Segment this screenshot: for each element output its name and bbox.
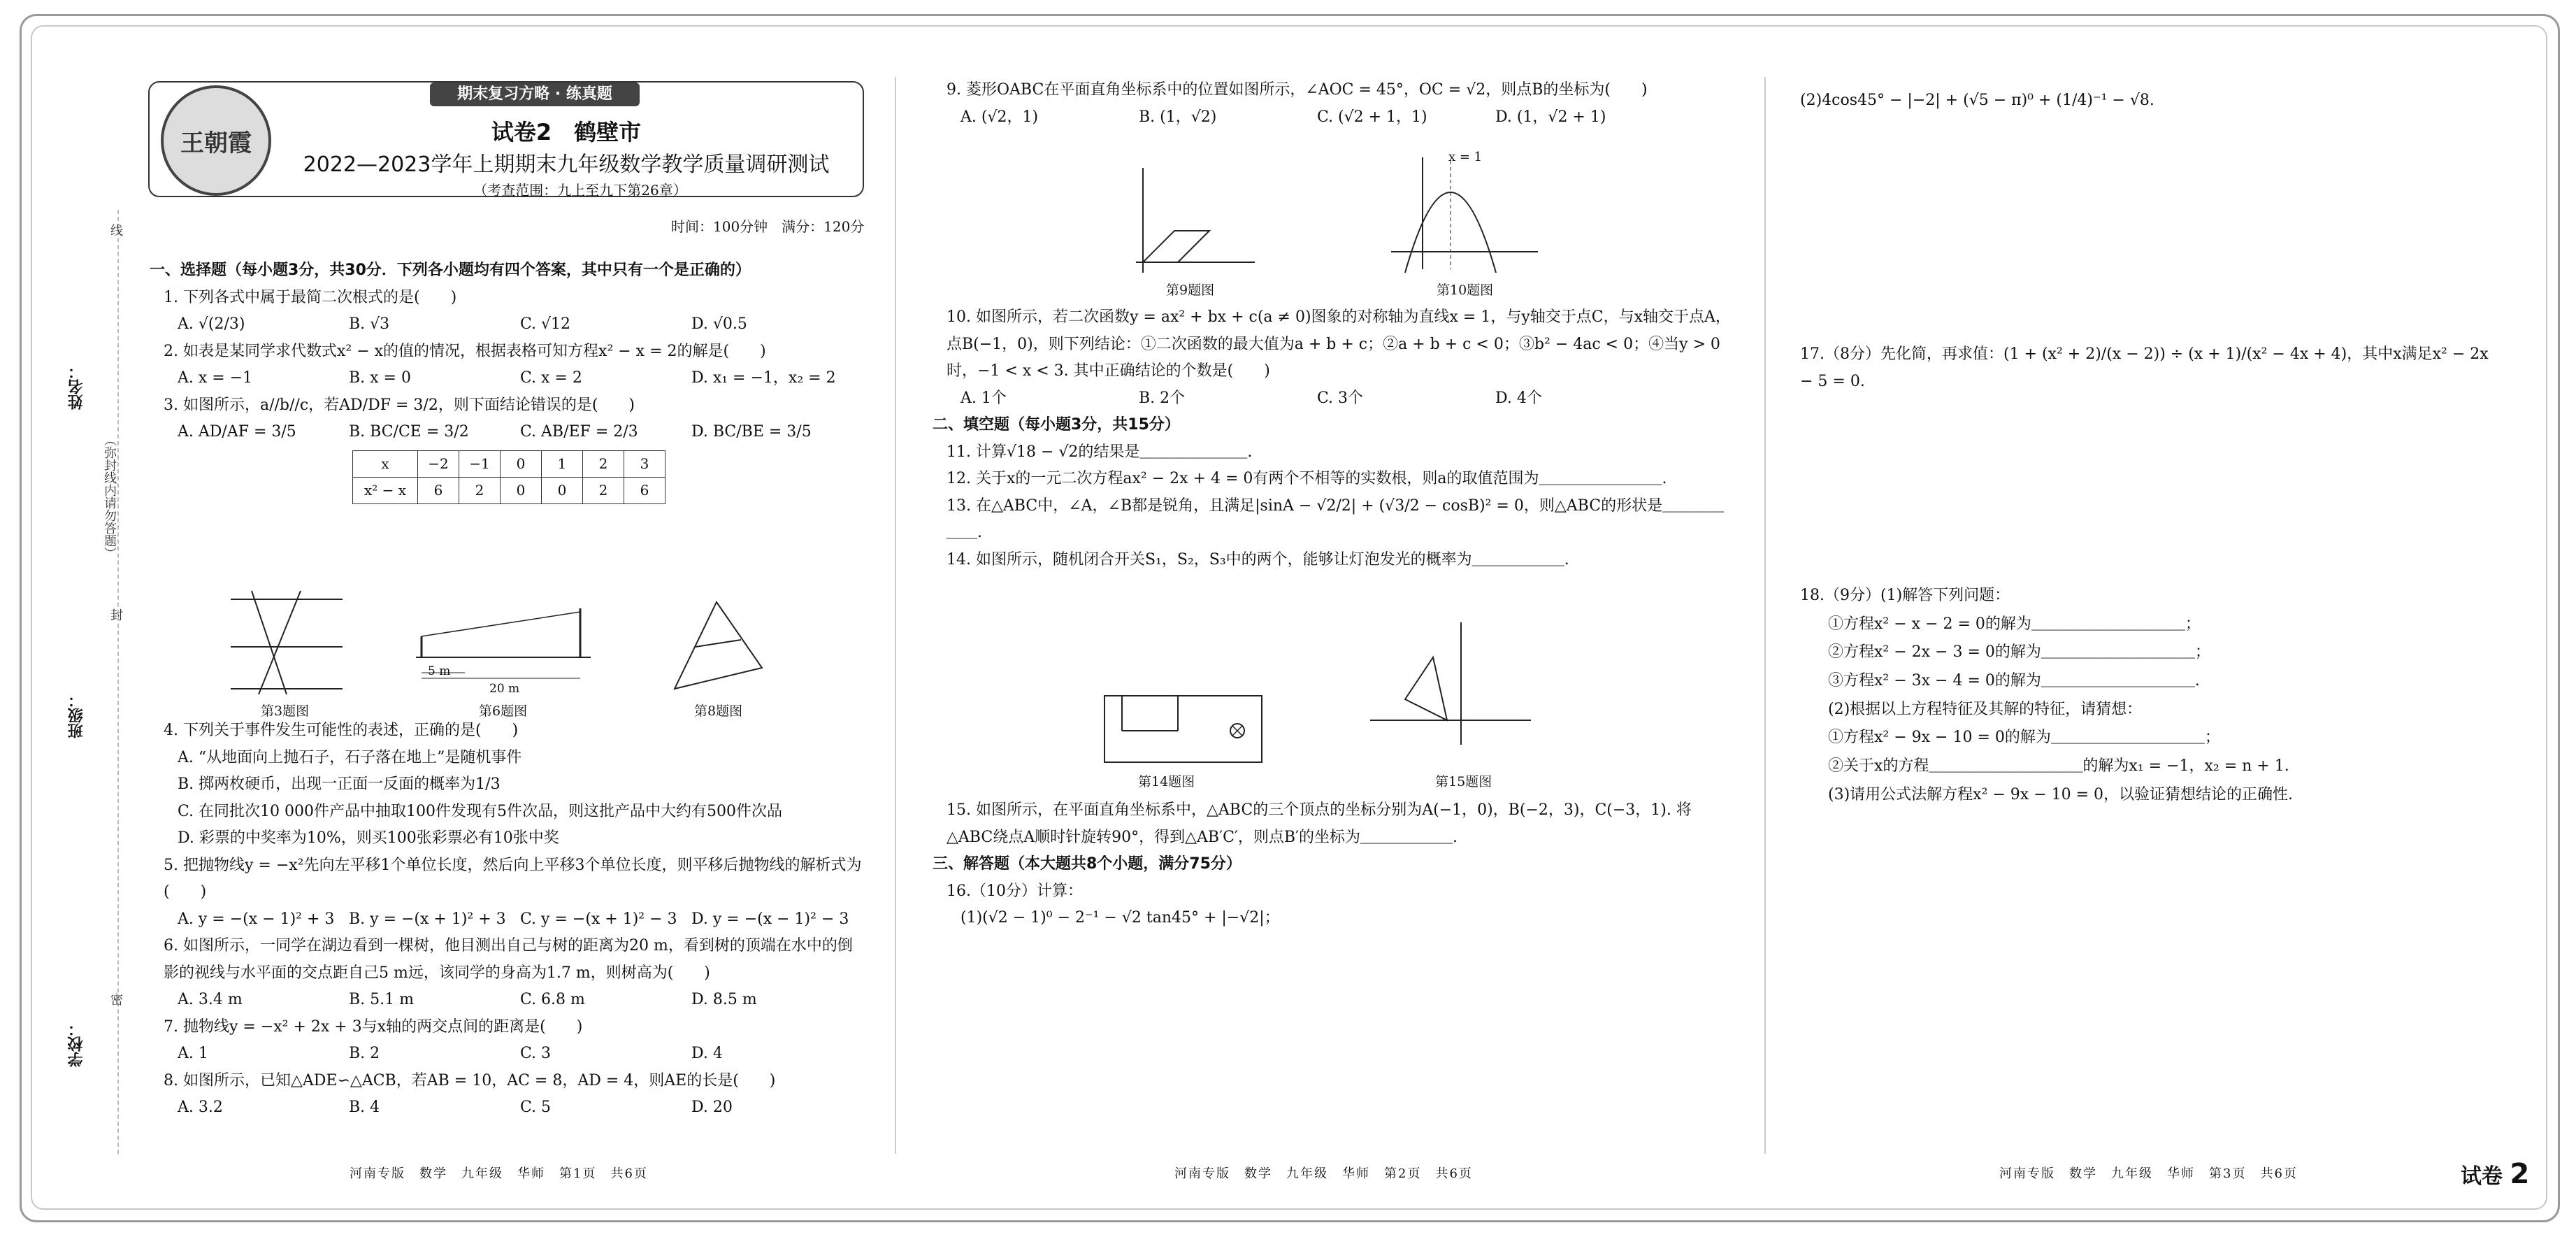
caption-q8: 第8题图 (694, 703, 743, 719)
column-3 (1800, 87, 2499, 115)
options-row (150, 987, 863, 1014)
option-d: D. 20 (691, 1099, 733, 1116)
column-3-b (1800, 341, 2499, 395)
option-c: C. y = −(x + 1)² − 3 (520, 910, 677, 928)
paper-number (2461, 1158, 2529, 1190)
question-q16a: (1)(√2 − 1)⁰ − 2⁻¹ − √2 tan45° + |−√2|； (960, 909, 1280, 927)
figure-q10 (1391, 154, 1545, 273)
question-q4b: B. 掷两枚硬币，出现一正面一反面的概率为1/3 (178, 775, 501, 793)
q18-1: ①方程x² − x − 2 = 0的解为＿＿＿＿＿＿＿＿＿＿； (1828, 615, 2201, 633)
section-heading: 一、选择题（每小题3分，共30分．下列各小题均有四个答案，其中只有一个是正确的） (150, 262, 751, 279)
figure-q14 (1101, 689, 1269, 766)
exam-title: 2022—2023学年上期期末九年级数学教学质量调研测试 (303, 152, 830, 177)
option-c: C. x = 2 (520, 369, 582, 387)
column-3-c (1800, 582, 2499, 810)
option-b: B. x = 0 (349, 369, 411, 387)
question-q4: 4. 下列关于事件发生可能性的表述，正确的是( ) (164, 722, 519, 739)
table-cell: 2 (583, 450, 624, 477)
option-d: D. y = −(x − 1)² − 3 (691, 910, 849, 928)
figure-q15 (1370, 622, 1538, 748)
question-q4c: C. 在同批次10 000件产品中抽取100件发现有5件次品，则这批产品中大约有500件次品 (178, 802, 782, 820)
column-divider-1 (895, 77, 896, 1154)
question-q11: 11. 计算√18 − √2的结果是＿＿＿＿＿＿＿. (947, 443, 1253, 461)
table-cell: 1 (542, 450, 583, 477)
option-b: B. (1，√2) (1139, 108, 1217, 126)
options-row (933, 104, 1736, 131)
publisher-logo (161, 85, 271, 196)
table-cell: −1 (459, 450, 501, 477)
seal-mark-mi: 密 (108, 993, 123, 1006)
question-q9: 9. 菱形OABC在平面直角坐标系中的位置如图所示，∠AOC = 45°，OC = √2，则点B的坐标为( ) (947, 81, 1648, 99)
option-a: A. (√2，1) (960, 108, 1039, 126)
label-5m: 5 m (428, 664, 451, 678)
caption-q10: 第10题图 (1437, 283, 1494, 298)
option-a: A. AD/AF = 3/5 (178, 423, 296, 441)
options-row (150, 1041, 863, 1068)
q18: 18.（9分）(1)解答下列问题： (1800, 587, 2010, 604)
label-x-eq-1: x = 1 (1448, 150, 1483, 164)
footer-page-1: 河南专版 数学 九年级 华师 第1页 共6页 (350, 1166, 648, 1181)
table-cell: 0 (501, 450, 542, 477)
q17: 17.（8分）先化简，再求值：(1 + (x² + 2)/(x − 2)) ÷ (x + 1)/(x² − 4x + 4)，其中x满足x² − 2x − 5 = 0. (1800, 345, 2489, 390)
logo-text: 王朝霞 (180, 129, 252, 157)
caption-q15: 第15题图 (1435, 774, 1492, 789)
label-20m: 20 m (489, 682, 520, 696)
caption-q3: 第3题图 (261, 703, 310, 719)
question-q12: 12. 关于x的一元二次方程ax² − 2x + 4 = 0有两个不相等的实数根，则a的取值范围为＿＿＿＿＿＿＿＿. (947, 470, 1667, 487)
option-b: B. √3 (349, 315, 390, 333)
footer-page-2: 河南专版 数学 九年级 华师 第2页 共6页 (1174, 1166, 1473, 1181)
value-table (352, 450, 665, 504)
option-a: A. 3.4 m (178, 991, 243, 1008)
q18-4: (2)根据以上方程特征及其解的特征，请猜想： (1828, 700, 2143, 718)
footer-page-3: 河南专版 数学 九年级 华师 第3页 共6页 (1999, 1166, 2298, 1181)
option-b: B. 2 (349, 1045, 380, 1062)
table-cell: 0 (542, 477, 583, 503)
seal-mark-seal: 封 (108, 608, 123, 621)
question-q4d: D. 彩票的中奖率为10%，则买100张彩票必有10张中奖 (178, 829, 559, 847)
table-cell: 6 (418, 477, 459, 503)
option-a: A. 3.2 (178, 1099, 223, 1116)
option-c: C. 3 (520, 1045, 552, 1062)
section-heading: 二、填空题（每小题3分，共15分） (933, 416, 1180, 434)
q18-3: ③方程x² − 3x − 4 = 0的解为＿＿＿＿＿＿＿＿＿＿. (1828, 672, 2200, 690)
options-row (150, 1094, 863, 1122)
section-heading: 三、解答题（本大题共8个小题，满分75分） (933, 855, 1242, 873)
question-q5: 5. 把抛物线y = −x²先向左平移1个单位长度，然后向上平移3个单位长度，则平移后抛物线的解析式为( ) (164, 856, 862, 901)
table-row (353, 477, 665, 503)
caption-q6: 第6题图 (479, 703, 528, 719)
column-2-b (933, 304, 1736, 573)
seal-mark-line: 线 (108, 224, 123, 236)
figure-q8 (668, 598, 779, 703)
exam-scope: （考查范围：九上至九下第26章） (473, 182, 687, 199)
q18-5: ①方程x² − 9x − 10 = 0的解为＿＿＿＿＿＿＿＿＿＿； (1828, 729, 2220, 747)
question-q16: 16.（10分）计算： (947, 882, 1083, 900)
option-c: C. AB/EF = 2/3 (520, 423, 638, 441)
option-c: C. 5 (520, 1099, 552, 1116)
column-2 (933, 77, 1736, 131)
question-q8: 8. 如图所示，已知△ADE∽△ACB，若AB = 10，AC = 8，AD = 4，则AE的长是( ) (164, 1071, 776, 1089)
option-a: A. √(2/3) (178, 315, 245, 333)
column-2-c (933, 797, 1736, 932)
options-row (150, 419, 863, 446)
table-wrap (352, 450, 863, 504)
figure-q3 (231, 584, 350, 696)
caption-q14: 第14题图 (1138, 774, 1195, 789)
table-cell: −2 (418, 450, 459, 477)
question-q3: 3. 如图所示，a//b//c，若AD/DF = 3/2，则下面结论错误的是( ) (164, 396, 635, 414)
option-d: D. √0.5 (691, 315, 747, 333)
option-c: C. √12 (520, 315, 571, 333)
table-cell: x² − x (353, 477, 418, 503)
option-c: C. 6.8 m (520, 991, 585, 1008)
table-cell: 2 (583, 477, 624, 503)
column-1 (150, 257, 863, 508)
seal-line (117, 210, 119, 1154)
option-d: D. (1，√2 + 1) (1495, 108, 1606, 126)
option-d: D. x₁ = −1，x₂ = 2 (691, 369, 836, 387)
option-d: D. 4个 (1495, 389, 1542, 407)
question-q2: 2. 如表是某同学求代数式x² − x的值的情况，根据表格可知方程x² − x = 2的解是( ) (164, 342, 766, 360)
school-label: 学校： (68, 1021, 85, 1067)
options-row (150, 311, 863, 338)
exam-time: 时间：100分钟 满分：120分 (671, 218, 865, 235)
paper-no: 2 (2510, 1158, 2530, 1190)
option-d: D. BC/BE = 3/5 (691, 423, 812, 441)
column-1-b (150, 717, 863, 1122)
table-row (353, 450, 665, 477)
q18-7: (3)请用公式法解方程x² − 9x − 10 = 0，以验证猜想结论的正确性. (1828, 785, 2294, 803)
q18-2: ②方程x² − 2x − 3 = 0的解为＿＿＿＿＿＿＿＿＿＿； (1828, 643, 2210, 662)
options-row (150, 906, 863, 934)
caption-q9: 第9题图 (1166, 283, 1215, 298)
option-b: B. BC/CE = 3/2 (349, 423, 469, 441)
q16-part2: (2)4cos45° − |−2| + (√5 − π)⁰ + (1/4)⁻¹ − √8. (1800, 92, 2154, 109)
class-label: 班级： (68, 692, 85, 738)
col1-block-a (150, 257, 863, 446)
table-cell: 3 (624, 450, 665, 477)
column-divider-2 (1764, 77, 1766, 1154)
option-b: B. 4 (349, 1099, 380, 1116)
option-b: B. 5.1 m (349, 991, 414, 1008)
option-d: D. 4 (691, 1045, 723, 1062)
table-cell: 2 (459, 477, 501, 503)
name-label: 姓名： (68, 364, 85, 410)
option-d: D. 8.5 m (691, 991, 757, 1008)
table-cell: 6 (624, 477, 665, 503)
options-row (933, 385, 1736, 413)
option-c: C. (√2 + 1，1) (1317, 108, 1427, 126)
question-q14: 14. 如图所示，随机闭合开关S₁，S₂，S₃中的两个，能够让灯泡发光的概率为＿＿＿＿＿＿. (947, 550, 1569, 569)
question-q10: 10. 如图所示，若二次函数y = ax² + bx + c(a ≠ 0)图象的对称轴为直线x = 1，与y轴交于点C，与x轴交于点A，点B(−1，0)，则下列结论：①二次函数的最大值为a + b + c；②a + b + c < 0；③b² − 4ac < 0；④当y > 0时，−1 < x < 3. 其中正确结论的个数是( ) (947, 308, 1731, 380)
option-a: A. x = −1 (178, 369, 253, 387)
question-q7: 7. 抛物线y = −x² + 2x + 3与x轴的两交点间的距离是( ) (164, 1017, 583, 1036)
option-a: A. 1个 (960, 389, 1007, 407)
seal-note: （弥封线内请勿答题） (102, 434, 117, 559)
table-cell: x (353, 450, 418, 477)
paper-label: 试卷 (2461, 1164, 2503, 1189)
question-q6: 6. 如图所示，一同学在湖边看到一棵树，他目测出自己与树的距离为20 m，看到树的顶端在水中的倒影的视线与水平面的交点距自己5 m远，该同学的身高为1.7 m，则树高为( ) (164, 937, 853, 982)
paper-title: 试卷2 鹤壁市 (491, 119, 642, 145)
option-a: A. 1 (178, 1045, 208, 1062)
option-b: B. 2个 (1139, 389, 1186, 407)
table-cell: 0 (501, 477, 542, 503)
options-row (150, 365, 863, 392)
q18-6: ②关于x的方程＿＿＿＿＿＿＿＿＿＿的解为x₁ = −1，x₂ = n + 1. (1828, 757, 2289, 775)
option-a: A. y = −(x − 1)² + 3 (178, 910, 335, 928)
header-tag: 期末复习方略 · 练真题 (430, 83, 640, 106)
question-q13: 13. 在△ABC中，∠A，∠B都是锐角，且满足|sinA − √2/2| + (√3/2 − cosB)² = 0，则△ABC的形状是＿＿＿＿＿＿. (947, 496, 1725, 541)
option-b: B. y = −(x + 1)² + 3 (349, 910, 506, 928)
option-c: C. 3个 (1317, 389, 1364, 407)
question-q15: 15. 如图所示，在平面直角坐标系中，△ABC的三个顶点的坐标分别为A(−1，0)，B(−2，3)，C(−3，1). 将△ABC绕点A顺时针旋转90°，得到△AB′C′，则点B′的坐标为＿＿＿＿＿＿. (947, 801, 1692, 846)
question-q4a: A. “从地面向上抛石子，石子落在地上”是随机事件 (178, 748, 522, 766)
question-q1: 1. 下列各式中属于最简二次根式的是( ) (164, 288, 457, 306)
figure-q9 (1122, 161, 1262, 273)
